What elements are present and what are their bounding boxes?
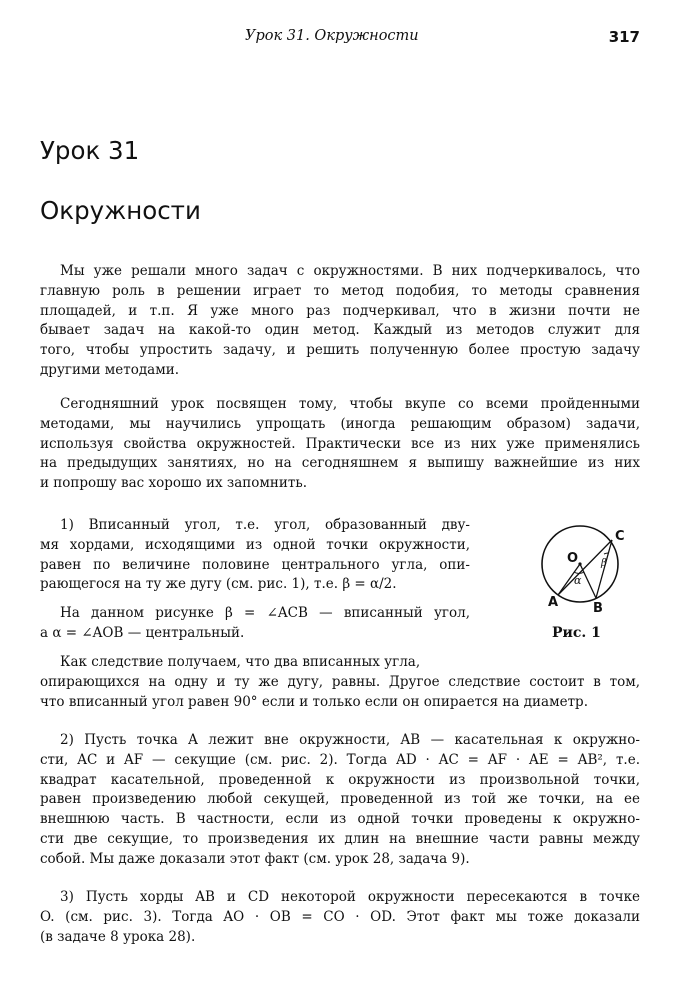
text-line: равен произведению любой секущей, проведенной из той же точки, на ее (40, 791, 640, 808)
lesson-number-heading: Урок 31 (40, 136, 140, 165)
text-line: используя свойства окружностей. Практически все из них уже применялись (40, 435, 640, 452)
text-line: главную роль в решении играет то метод подобия, то методы сравнения (40, 282, 640, 299)
item1-corollary-paragraph (40, 653, 640, 712)
text-line: рающегося на ту же дугу (см. рис. 1), т.е. β = α/2. (40, 576, 397, 593)
intro-paragraph (40, 262, 640, 381)
item2-paragraph (40, 731, 640, 870)
text-line: а α = ∠AOB — центральный. (40, 624, 245, 641)
figure-1 (538, 522, 638, 632)
item1-paragraph (40, 516, 470, 595)
text-line: мя хордами, исходящими из одной точки окружности, (40, 536, 470, 553)
text-line: равен по величине половине центрального угла, опи- (40, 556, 470, 573)
text-line: на предыдущих занятиях, но на сегодняшнем я выпишу важнейшие из них (40, 455, 640, 472)
page-number: 317 (608, 28, 640, 46)
text-line: собой. Мы даже доказали этот факт (см. урок 28, задача 9). (40, 850, 470, 867)
radius-ob (580, 564, 596, 598)
text-line: O. (см. рис. 3). Тогда AO · OB = CO · OD. Этот факт мы тоже доказали (40, 908, 640, 925)
label-a: A (548, 595, 559, 610)
running-header (0, 28, 680, 48)
beta-arc (604, 553, 608, 554)
text-line: Как следствие получаем, что два вписанных угла, (60, 654, 421, 670)
text-line: квадрат касательной, проведенной к окружности из произвольной точки, (40, 771, 640, 788)
text-line: того, чтобы упростить задачу, и решить полученную более простую задачу (40, 342, 640, 359)
text-line: сти, AC и AF — секущие (см. рис. 2). Тогда AD · AC = AF · AE = AB², т.е. (40, 751, 640, 768)
label-alpha: α (574, 574, 582, 587)
text-line: что вписанный угол равен 90° если и только если он опирается на диаметр. (40, 693, 588, 710)
text-line: Сегодняшний урок посвящен тому, чтобы вкупе со всеми пройденными (60, 396, 640, 412)
label-beta: β (601, 558, 607, 569)
text-line: и попрошу вас хорошо их запомнить. (40, 475, 307, 492)
label-b: B (593, 601, 603, 616)
text-line: площадей, и т.п. Я уже много раз подчеркивал, что в жизни почти не (40, 302, 640, 319)
text-line: другими методами. (40, 361, 179, 378)
text-line: 3) Пусть хорды AB и CD некоторой окружности пересекаются в точке (60, 889, 640, 905)
text-line: внешнюю часть. В частности, если из одной точки проведены к окружно- (40, 811, 640, 828)
text-line: методами, мы научились упрощать (иногда решающим образом) задачи, (40, 415, 640, 432)
label-o: O (567, 551, 579, 566)
figure-1-caption: Рис. 1 (552, 625, 601, 641)
text-line: 2) Пусть точка A лежит вне окружности, AB — касательная к окружно- (60, 732, 640, 748)
item1-note-paragraph (40, 604, 470, 644)
today-paragraph (40, 395, 640, 494)
text-line: Мы уже решали много задач с окружностями. В них подчеркивалось, что (60, 263, 640, 279)
text-line: бывает задач на какой-то один метод. Каждый из методов служит для (40, 322, 640, 339)
text-line: сти две секущие, то произведения их длин на внешние части равны между (40, 830, 640, 847)
lesson-title-heading: Окружности (40, 196, 201, 225)
label-c: C (615, 529, 625, 544)
text-line: опирающихся на одну и ту же дугу, равны. Другое следствие состоит в том, (40, 673, 640, 690)
center-point (578, 562, 581, 565)
text-line: На данном рисунке β = ∠ACB — вписанный угол, (60, 605, 470, 621)
figure-1-diagram (538, 522, 638, 632)
text-line: 1) Вписанный угол, т.е. угол, образованный дву- (60, 517, 470, 533)
running-title: Урок 31. Окружности (245, 28, 419, 44)
text-line: (в задаче 8 урока 28). (40, 928, 196, 945)
item3-paragraph (40, 888, 640, 947)
